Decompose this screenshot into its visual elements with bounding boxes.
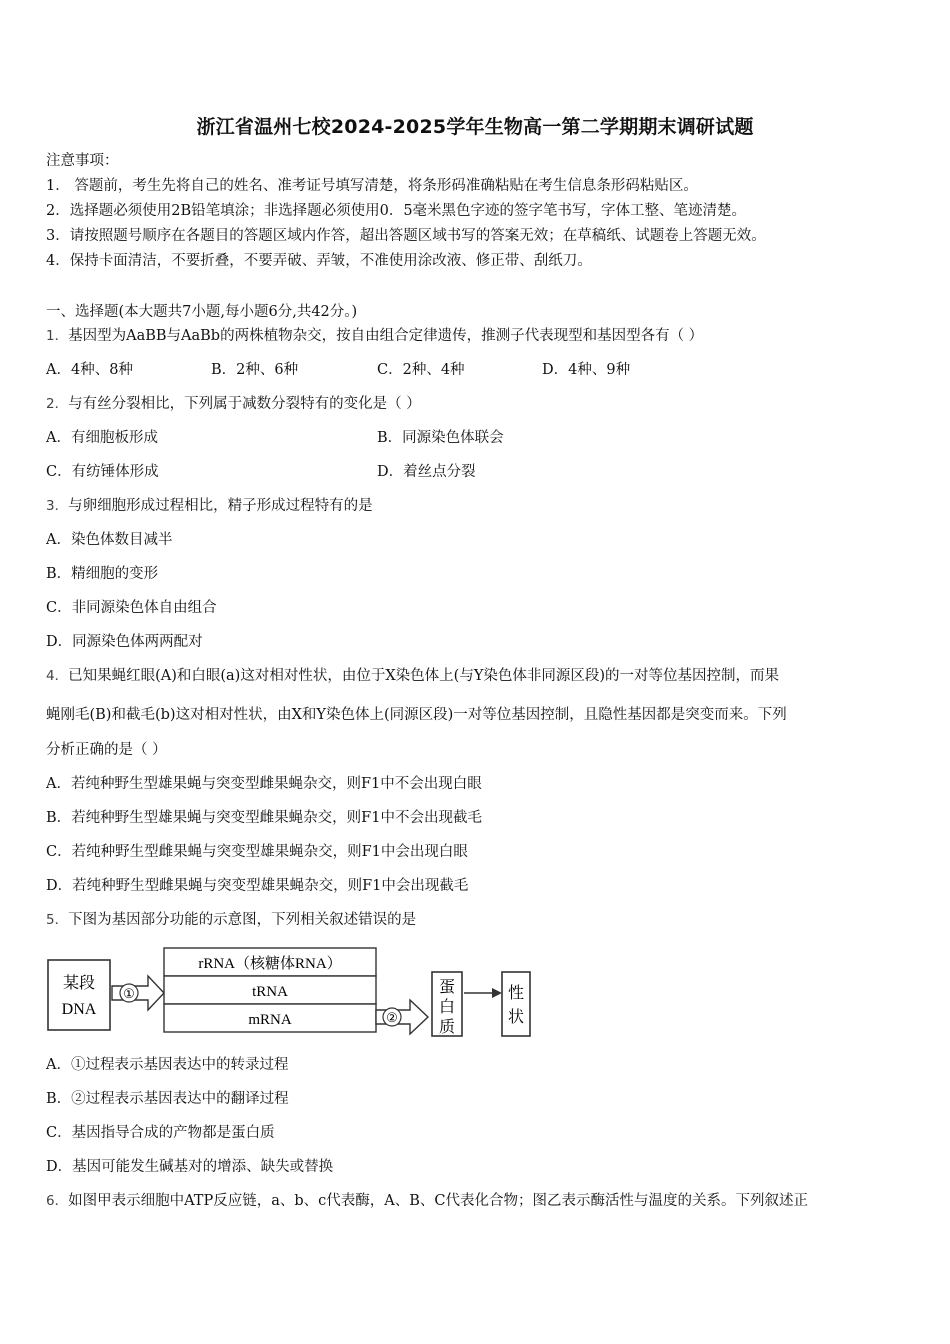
option-a: A．有细胞板形成 bbox=[46, 430, 158, 446]
question-stem-line: 分析正确的是（ ） bbox=[46, 742, 167, 758]
option-a: A．染色体数目减半 bbox=[46, 532, 173, 548]
question-number: 3． bbox=[46, 498, 69, 514]
question-4 bbox=[46, 666, 779, 686]
option-c: C．有纺锤体形成 bbox=[46, 464, 159, 480]
notes-heading: 注意事项： bbox=[46, 153, 119, 169]
trna-label: tRNA bbox=[252, 984, 288, 1000]
option-c: C．基因指导合成的产物都是蛋白质 bbox=[46, 1125, 275, 1141]
option-d: D．4种、9种 bbox=[542, 362, 631, 378]
question-6 bbox=[46, 1191, 808, 1211]
arrow-3-head-icon bbox=[492, 988, 502, 998]
question-number: 4． bbox=[46, 668, 69, 684]
trait-char: 性 bbox=[507, 985, 525, 1002]
option-c: C．若纯种野生型雌果蝇与突变型雄果蝇杂交，则F1中会出现白眼 bbox=[46, 844, 468, 860]
question-stem: 与有丝分裂相比，下列属于减数分裂特有的变化是（ ） bbox=[68, 396, 421, 412]
rrna-label: rRNA（核糖体RNA） bbox=[198, 956, 342, 972]
trait-box bbox=[502, 972, 530, 1036]
option-d: D．着丝点分裂 bbox=[377, 464, 476, 480]
note-item: 3．请按照题号顺序在各题目的答题区域内作答，超出答题区域书写的答案无效；在草稿纸、试题卷上答题无效。 bbox=[46, 228, 766, 244]
question-number: 1． bbox=[46, 328, 69, 344]
note-item: 1． 答题前，考生先将自己的姓名、准考证号填写清楚，将条形码准确粘贴在考生信息条形码粘贴区。 bbox=[46, 178, 698, 194]
option-b: B．②过程表示基因表达中的翻译过程 bbox=[46, 1091, 289, 1107]
note-item: 2．选择题必须使用2B铅笔填涂；非选择题必须使用0．5毫米黑色字迹的签字笔书写，字体工整、笔迹清楚。 bbox=[46, 203, 747, 219]
question-stem: 基因型为AaBB与AaBb的两株植物杂交，按自由组合定律遗传，推测子代表现型和基因型各有（ ） bbox=[68, 328, 704, 344]
question-number: 6． bbox=[46, 1193, 69, 1209]
option-d: D．若纯种野生型雌果蝇与突变型雄果蝇杂交，则F1中会出现截毛 bbox=[46, 878, 469, 894]
question-1 bbox=[46, 326, 703, 346]
option-a: A．①过程表示基因表达中的转录过程 bbox=[46, 1057, 289, 1073]
question-stem-line: 蝇刚毛(B)和截毛(b)这对相对性状，由X和Y染色体上(同源区段)一对等位基因控制，且隐性基因都是突变而来。下列 bbox=[46, 707, 787, 723]
question-stem: 如图甲表示细胞中ATP反应链，a、b、c代表酶，A、B、C代表化合物；图乙表示酶活性与温度的关系。下列叙述正 bbox=[68, 1193, 808, 1209]
question-2 bbox=[46, 394, 421, 414]
option-b: B．若纯种野生型雄果蝇与突变型雌果蝇杂交，则F1中不会出现截毛 bbox=[46, 810, 482, 826]
step-2-label: ② bbox=[386, 1010, 398, 1025]
dna-box bbox=[48, 960, 110, 1030]
dna-label-line2: DNA bbox=[61, 1001, 97, 1018]
question-stem: 下图为基因部分功能的示意图，下列相关叙述错误的是 bbox=[68, 912, 417, 928]
option-b: B．同源染色体联会 bbox=[377, 430, 504, 446]
option-c: C．非同源染色体自由组合 bbox=[46, 600, 217, 616]
option-a: A．4种、8种 bbox=[46, 362, 133, 378]
option-b: B．精细胞的变形 bbox=[46, 566, 159, 582]
step-1-label: ① bbox=[123, 986, 135, 1001]
option-b: B．2种、6种 bbox=[211, 362, 299, 378]
question-3 bbox=[46, 496, 373, 516]
option-c: C．2种、4种 bbox=[377, 362, 465, 378]
question-stem: 与卵细胞形成过程相比，精子形成过程特有的是 bbox=[68, 498, 373, 514]
gene-function-diagram bbox=[46, 942, 536, 1042]
protein-char: 质 bbox=[438, 1019, 456, 1036]
option-d: D．同源染色体两两配对 bbox=[46, 634, 203, 650]
protein-char: 白 bbox=[438, 999, 456, 1016]
protein-char: 蛋 bbox=[438, 979, 456, 996]
option-d: D．基因可能发生碱基对的增添、缺失或替换 bbox=[46, 1159, 334, 1175]
question-number: 5． bbox=[46, 912, 69, 928]
section-heading: 一、选择题(本大题共7小题,每小题6分,共42分。) bbox=[46, 304, 358, 320]
mrna-label: mRNA bbox=[248, 1012, 292, 1028]
note-item: 4．保持卡面清洁，不要折叠，不要弄破、弄皱，不准使用涂改液、修正带、刮纸刀。 bbox=[46, 253, 592, 269]
question-number: 2． bbox=[46, 396, 69, 412]
trait-char: 状 bbox=[507, 1009, 525, 1026]
option-a: A．若纯种野生型雄果蝇与突变型雌果蝇杂交，则F1中不会出现白眼 bbox=[46, 776, 482, 792]
question-stem: 已知果蝇红眼(A)和白眼(a)这对相对性状，由位于X染色体上(与Y染色体非同源区段)的一对等位基因控制，而果 bbox=[68, 668, 780, 684]
dna-label-line1: 某段 bbox=[62, 975, 96, 992]
question-5 bbox=[46, 910, 416, 930]
page-title: 浙江省温州七校2024-2025学年生物高一第二学期期末调研试题 bbox=[196, 116, 754, 138]
